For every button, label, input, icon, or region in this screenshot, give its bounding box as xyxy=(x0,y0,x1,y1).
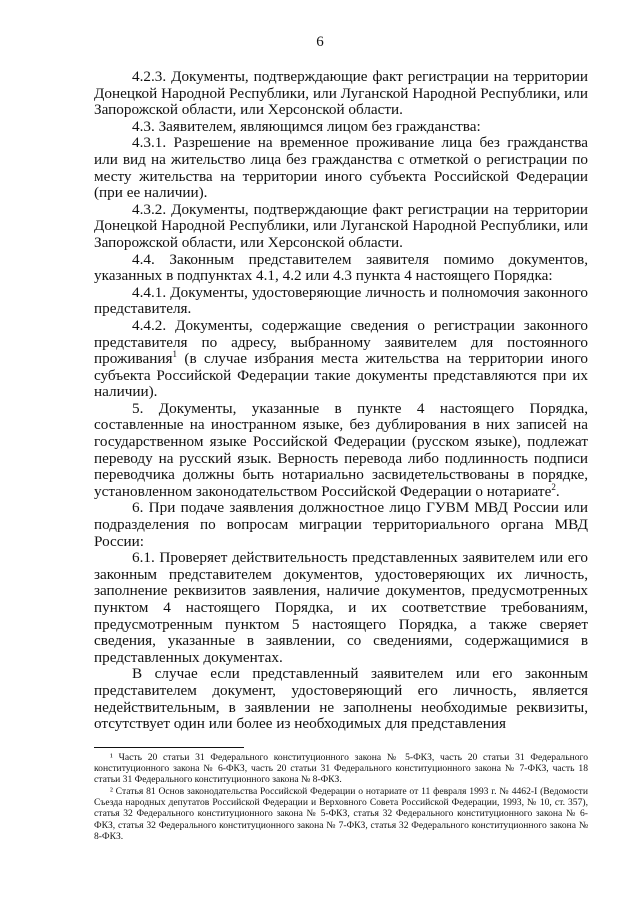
page-number: 6 xyxy=(316,34,324,50)
paragraph-6: 6. При подаче заявления должностное лицо ГУВМ МВД России или подразделения по вопросам миграции территориального органа МВД России: xyxy=(94,499,588,550)
footnote-1: ¹ Часть 20 статьи 31 Федерального конституционного закона № 5-ФКЗ, часть 20 статьи 31 Федерального конституционного закона № 6-ФКЗ, часть 20 статьи 31 Федерального конституционного закона № 7-ФКЗ, часть 18 статьи 31 Федерального конституционного закона № 8-ФКЗ. xyxy=(94,751,588,786)
paragraph-5-text: 5. Документы, указанные в пункте 4 настоящего Порядка, составленные на иностранном языке, без дублирования в них записей на государственном языке Российской Федерации (русском языке), подлежат переводу на русский язык. Верность перевода либо подлинность подписи переводчика должны быть нотариально засвидетельствованы в порядке, установленном законодательством Российской Федерации о нотариате xyxy=(94,399,588,500)
footnote-ref-1[interactable]: 1 xyxy=(172,349,178,360)
paragraph-6-1: 6.1. Проверяет действительность представленных заявителем или его законным представителем документов, удостоверяющих их личность, заполнение реквизитов заявления, наличие документов, предусмотренных пунктом 4 настоящего Порядка, и их соответствие требованиям, предусмотренным пунктом 5 настоящего Порядка, а также сверяет сведения, указанные в заявлении, со сведениями, содержащимися в представленных документах. xyxy=(94,549,588,666)
paragraph-4-4-1: 4.4.1. Документы, удостоверяющие личность и полномочия законного представителя. xyxy=(94,283,588,318)
document-body xyxy=(94,69,588,733)
paragraph-4-4-2-text: 4.4.2. Документы, содержащие сведения о регистрации законного представителя по адресу, выбранному заявителем для постоянного проживания xyxy=(94,316,588,368)
paragraph-4-4-2-text-cont: (в случае избрания места жительства на территории иного субъекта Российской Федерации такие документы представляются при их наличии). xyxy=(94,350,588,401)
footnote-divider xyxy=(94,747,244,748)
paragraph-4-4: 4.4. Законным представителем заявителя помимо документов, указанных в подпунктах 4.1, 4.2 или 4.3 пункта 4 настоящего Порядка: xyxy=(94,250,588,285)
paragraph-4-2-3: 4.2.3. Документы, подтверждающие факт регистрации на территории Донецкой Народной Республики, или Луганской Народной Республики, или Запорожской области, или Херсонской области. xyxy=(94,68,588,119)
paragraph-4-3: 4.3. Заявителем, являющимся лицом без гражданства: xyxy=(132,117,481,135)
paragraph-4-3-2: 4.3.2. Документы, подтверждающие факт регистрации на территории Донецкой Народной Республики, или Луганской Народной Республики, или Запорожской области, или Херсонской области. xyxy=(94,200,588,251)
paragraph-5-text-end: . xyxy=(555,482,560,500)
footnote-2: ² Статья 81 Основ законодательства Российской Федерации о нотариате от 11 февраля 1993 г. № 4462-I (Ведомости Съезда народных депутатов Российской Федерации и Верховного Совета Российской Федерации, 1993, № 10, ст. 357), статья 32 Федерального конституционного закона № 5-ФКЗ, статья 32 Федерального конституционного закона № 6-ФКЗ, статья 32 Федерального конституционного закона № 7-ФКЗ, статья 32 Федерального конституционного закона № 8-ФКЗ. xyxy=(94,785,588,842)
paragraph-6-1-continued: В случае если представленный заявителем или его законным представителем документ, удостоверяющий его личность, является недействительным, в заявлении не заполнены необходимые реквизиты, отсутствует один или более из необходимых для представления xyxy=(94,665,588,733)
paragraph-5 xyxy=(94,401,588,501)
paragraph-4-3-1: 4.3.1. Разрешение на временное проживание лица без гражданства или вид на жительство лица без гражданства с отметкой о регистрации по месту жительства на территории иного субъекта Российской Федерации (при ее наличии). xyxy=(94,134,588,202)
footnotes xyxy=(94,741,588,842)
footnote-ref-2[interactable]: 2 xyxy=(551,481,556,492)
paragraph-4-4-2 xyxy=(94,318,588,401)
